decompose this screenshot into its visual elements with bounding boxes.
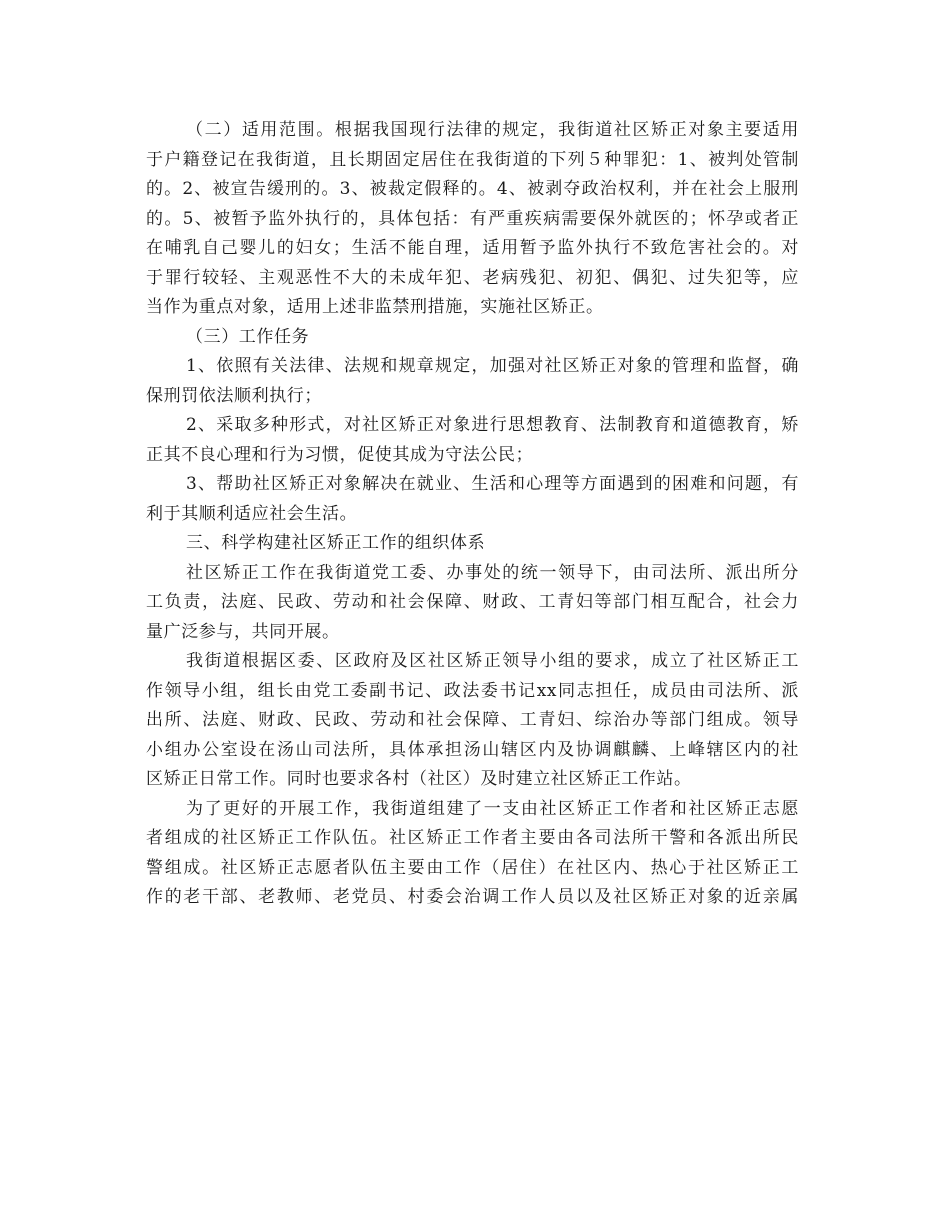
text-line-9: 1、依照有关法律、法规和规章规定，加强对社区矫正对象的管理和监督，确 bbox=[186, 356, 799, 376]
text-line-14: 利于其顺利适应社会生活。 bbox=[146, 504, 358, 524]
text-line-25: 者组成的社区矫正工作队伍。社区矫正工作者主要由各司法所干警和各派出所民 bbox=[146, 828, 799, 848]
text-line-24: 为了更好的开展工作，我街道组建了一支由社区矫正工作者和社区矫正志愿 bbox=[186, 799, 799, 819]
text-line-17: 工负责，法庭、民政、劳动和社会保障、财政、工青妇等部门相互配合，社会力 bbox=[146, 592, 799, 612]
text-line-4: 的。5、被暂予监外执行的，具体包括：有严重疾病需要保外就医的；怀孕或者正 bbox=[146, 209, 799, 229]
text-line-22: 小组办公室设在汤山司法所，具体承担汤山辖区内及协调麒麟、上峰辖区内的社 bbox=[146, 740, 799, 760]
text-line-11: 2、采取多种形式，对社区矫正对象进行思想教育、法制教育和道德教育，矫 bbox=[186, 415, 799, 435]
text-line-26: 警组成。社区矫正志愿者队伍主要由工作（居住）在社区内、热心于社区矫正工 bbox=[146, 858, 799, 878]
text-line-6: 于罪行较轻、主观恶性不大的未成年犯、老病残犯、初犯、偶犯、过失犯等，应 bbox=[146, 268, 799, 288]
text-line-23: 区矫正日常工作。同时也要求各村（社区）及时建立社区矫正工作站。 bbox=[146, 769, 692, 789]
text-line-18: 量广泛参与，共同开展。 bbox=[146, 622, 340, 642]
text-line-12: 正其不良心理和行为习惯，促使其成为守法公民； bbox=[146, 445, 534, 465]
section-heading-work-tasks: （三）工作任务 bbox=[186, 327, 310, 347]
section-heading-organization: 三、科学构建社区矫正工作的组织体系 bbox=[186, 533, 486, 553]
text-line-3: 的。2、被宣告缓刑的。3、被裁定假释的。4、被剥夺政治权利，并在社会上服刑 bbox=[146, 179, 799, 199]
text-line-27: 作的老干部、老教师、老党员、村委会治调工作人员以及社区矫正对象的近亲属 bbox=[146, 887, 799, 907]
text-line-16: 社区矫正工作在我街道党工委、办事处的统一领导下，由司法所、派出所分 bbox=[186, 563, 799, 583]
text-line-20: 作领导小组，组长由党工委副书记、政法委书记xx同志担任，成员由司法所、派 bbox=[146, 681, 799, 701]
text-line-2: 于户籍登记在我街道，且长期固定居住在我街道的下列５种罪犯：1、被判处管制 bbox=[146, 150, 799, 170]
text-line-7: 当作为重点对象，适用上述非监禁刑措施，实施社区矫正。 bbox=[146, 297, 604, 317]
text-line-5: 在哺乳自己婴儿的妇女；生活不能自理，适用暂予监外执行不致危害社会的。对 bbox=[146, 238, 799, 258]
text-line-21: 出所、法庭、财政、民政、劳动和社会保障、工青妇、综治办等部门组成。领导 bbox=[146, 710, 799, 730]
text-line-10: 保刑罚依法顺利执行； bbox=[146, 386, 322, 406]
text-line-19: 我街道根据区委、区政府及区社区矫正领导小组的要求，成立了社区矫正工 bbox=[186, 651, 799, 671]
text-line-13: 3、帮助社区矫正对象解决在就业、生活和心理等方面遇到的困难和问题，有 bbox=[186, 474, 799, 494]
text-line-1: （二）适用范围。根据我国现行法律的规定，我街道社区矫正对象主要适用 bbox=[186, 120, 799, 140]
